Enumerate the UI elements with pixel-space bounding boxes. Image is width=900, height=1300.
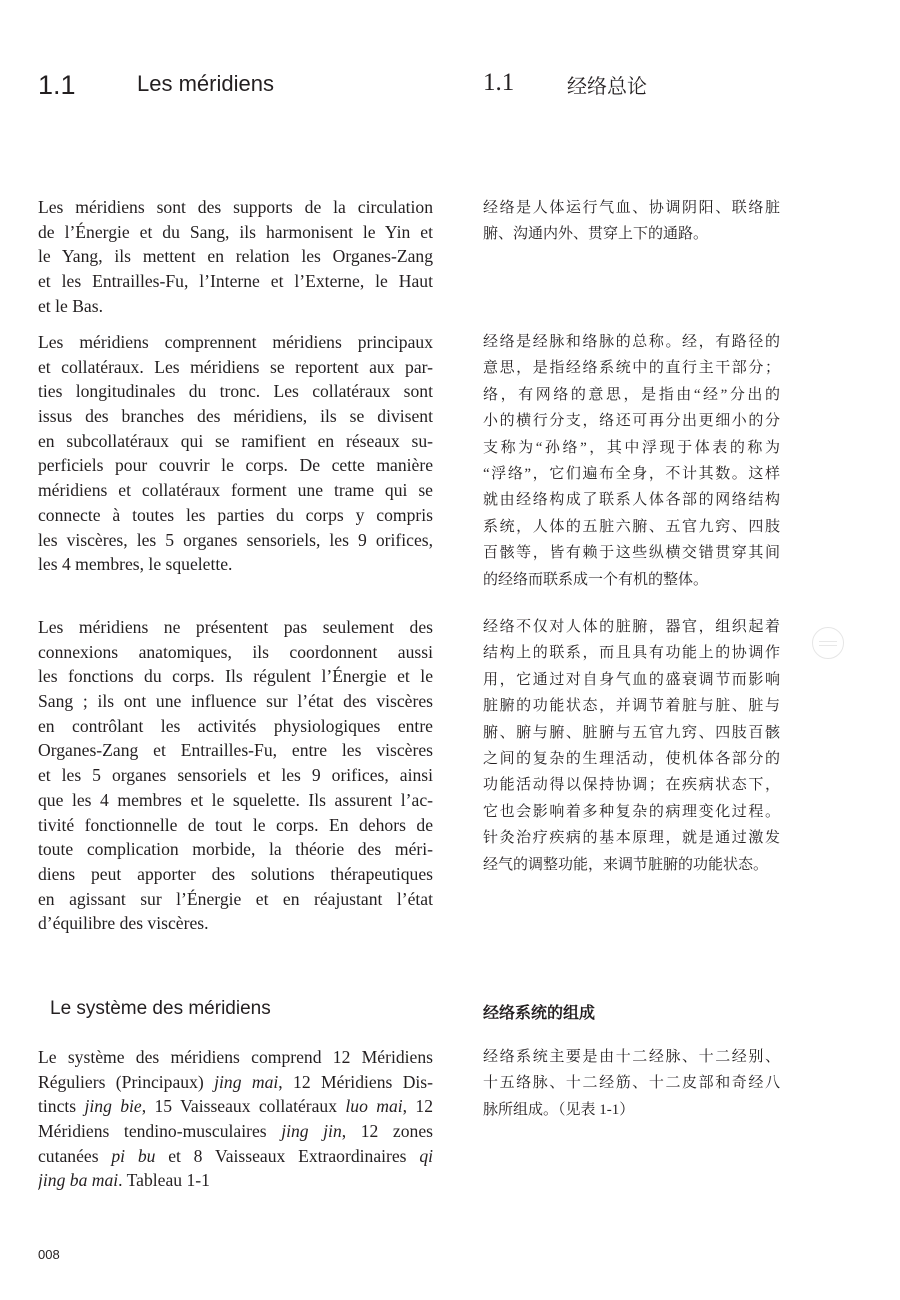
text-line	[38, 1144, 433, 1169]
text-line: Sang ; ils ont une influence sur l’état des viscères	[38, 691, 433, 712]
text-line: 腑、腑与腑、脏腑与五官九窍、四肢百骸	[483, 724, 780, 741]
text-segment: Méridiens tendino-musculaires	[38, 1121, 282, 1142]
fr-paragraph-1	[38, 195, 433, 318]
text-segment: Le système des méridiens comprend 12 Méridiens	[38, 1047, 433, 1067]
text-line	[38, 1070, 433, 1095]
text-line: 经络是人体运行气血、协调阴阳、联络脏	[483, 200, 780, 216]
text-line: et les Entrailles-Fu, l’Interne et l’Externe, le Haut	[38, 271, 433, 292]
text-line: Organes-Zang et Entrailles-Fu, entre les viscères	[38, 740, 433, 761]
italic-term: jing ba mai	[38, 1170, 119, 1191]
page-number: 008	[38, 1247, 60, 1262]
text-line: diens peut apporter des solutions thérapeutiques	[38, 863, 433, 884]
fr-paragraph-4	[38, 1045, 433, 1193]
text-line: 小的横行分支，络还可再分出更细小的分	[483, 413, 780, 430]
text-line: 就由经络构成了联系人体各部的网络结构	[483, 492, 780, 509]
italic-term: jing bie	[84, 1096, 142, 1117]
text-segment: et 8 Vaisseaux Extraordinaires	[155, 1145, 420, 1166]
text-line: méridiens et collatéraux forment une trame qui se	[38, 480, 433, 501]
italic-term: jing mai	[214, 1071, 279, 1092]
text-line: perficiels pour couvrir le corps. De cette manière	[38, 455, 433, 476]
text-line: toute complication morbide, la théorie des méri-	[38, 839, 433, 860]
text-line: 经络系统主要是由十二经脉、十二经别、	[483, 1049, 780, 1065]
section-number-fr: 1.1	[38, 70, 76, 100]
section-title-zh: 经络总论	[567, 74, 647, 98]
text-line: et collatéraux. Les méridiens se reportent aux par-	[38, 356, 433, 377]
text-line: 百骸等，皆有赖于这些纵横交错贯穿其间	[483, 545, 780, 562]
text-line: 十五络脉、十二经筋、十二皮部和奇经八	[483, 1075, 780, 1092]
text-segment: , 12 zones	[341, 1121, 433, 1142]
zh-subheading: 经络系统的组成	[483, 1003, 596, 1022]
text-line: que les 4 membres et le squelette. Ils assurent l’ac-	[38, 789, 433, 810]
text-line: tivité fonctionnelle de tout le corps. En dehors de	[38, 814, 433, 835]
text-line: 脉所组成。（见表 1-1）	[483, 1101, 635, 1118]
text-line	[38, 1168, 433, 1193]
text-segment: , 12 Méridiens Dis-	[278, 1071, 433, 1092]
text-line: et les 5 organes sensoriels et les 9 orifices, ainsi	[38, 765, 433, 786]
text-line: en contrôlant les activités physiologiques entre	[38, 715, 433, 736]
text-line: 用，它通过对自身气血的盛衰调节而影响	[483, 671, 780, 688]
fr-paragraph-3	[38, 615, 433, 936]
text-line: 的经络而联系成一个有机的整体。	[483, 571, 709, 588]
text-line: les 4 membres, le squelette.	[38, 554, 233, 575]
text-segment: tincts	[38, 1096, 85, 1117]
italic-term: qi	[419, 1145, 433, 1166]
text-line: et le Bas.	[38, 295, 103, 316]
text-line: Les méridiens comprennent méridiens principaux	[38, 332, 433, 352]
text-line: 经气的调整功能，来调节脏腑的功能状态。	[483, 856, 769, 873]
text-line	[38, 1045, 433, 1070]
fr-paragraph-2	[38, 330, 433, 577]
text-line: 结构上的联系，而且具有功能上的协调作	[483, 645, 780, 662]
text-segment: Réguliers (Principaux)	[38, 1071, 215, 1092]
italic-term: pi bu	[111, 1145, 156, 1166]
text-line: en subcollatéraux qui se ramifient en réseaux su-	[38, 430, 433, 451]
text-line: Les méridiens sont des supports de la circulation	[38, 197, 433, 217]
text-line: issus des branches des méridiens, ils se divisent	[38, 406, 433, 427]
text-line	[38, 1094, 433, 1119]
text-line: connexions anatomiques, ils coordonnent aussi	[38, 641, 433, 662]
text-line: 经络是经脉和络脉的总称。经，有路径的	[483, 334, 780, 350]
zh-paragraph-4	[483, 1044, 780, 1123]
publisher-stamp-icon	[812, 627, 844, 659]
zh-paragraph-1	[483, 195, 780, 248]
text-line: 络，有网络的意思，是指由“经”分出的	[483, 386, 780, 403]
text-line: 系统，人体的五脏六腑、五官九窍、四肢	[483, 518, 780, 535]
section-number-zh: 1.1	[483, 69, 515, 96]
zh-paragraph-3	[483, 614, 780, 878]
text-line: 功能活动得以保持协调；在疾病状态下，	[483, 777, 780, 794]
text-line: les fonctions du corps. Ils régulent l’Énergie et le	[38, 666, 433, 687]
text-line: Les méridiens ne présentent pas seulement des	[38, 617, 433, 637]
text-line: 腑、沟通内外、贯穿上下的通路。	[483, 226, 709, 243]
italic-term: jing jin	[281, 1121, 342, 1142]
zh-paragraph-2	[483, 329, 780, 593]
text-segment: , 15 Vaisseaux collatéraux	[141, 1096, 346, 1117]
fr-subheading: Le système des méridiens	[50, 998, 271, 1019]
text-segment: , 12	[402, 1096, 433, 1117]
text-line: d’équilibre des viscères.	[38, 913, 209, 934]
text-segment: cutanées	[38, 1145, 112, 1166]
text-line: 支称为“孙络”，其中浮现于体表的称为	[483, 439, 780, 456]
text-line: de l’Énergie et du Sang, ils harmonisent le Yin et	[38, 221, 433, 242]
text-line: 脏腑的功能状态，并调节着脏与脏、脏与	[483, 698, 780, 715]
text-line: ties longitudinales du tronc. Les collatéraux sont	[38, 381, 433, 402]
text-line: les viscères, les 5 organes sensoriels, les 9 orifices,	[38, 529, 433, 550]
text-line: 之间的复杂的生理活动，使机体各部分的	[483, 750, 780, 767]
text-segment: . Tableau 1-1	[118, 1170, 210, 1191]
italic-term: luo mai	[345, 1096, 403, 1117]
text-line: 它也会影响着多种复杂的病理变化过程。	[483, 803, 780, 820]
text-line: 经络不仅对人体的脏腑，器官，组织起着	[483, 619, 780, 635]
text-line: connecte à toutes les parties du corps y compris	[38, 504, 433, 525]
text-line: “浮络”，它们遍布全身，不计其数。这样	[483, 465, 780, 482]
text-line: le Yang, ils mettent en relation les Organes-Zang	[38, 246, 433, 267]
text-line: 针灸治疗疾病的基本原理，就是通过激发	[483, 830, 780, 847]
text-line	[38, 1119, 433, 1144]
section-title-fr: Les méridiens	[137, 71, 274, 96]
text-line: en agissant sur l’Énergie et en réajustant l’état	[38, 888, 433, 909]
text-line: 意思，是指经络系统中的直行主干部分；	[483, 360, 780, 377]
